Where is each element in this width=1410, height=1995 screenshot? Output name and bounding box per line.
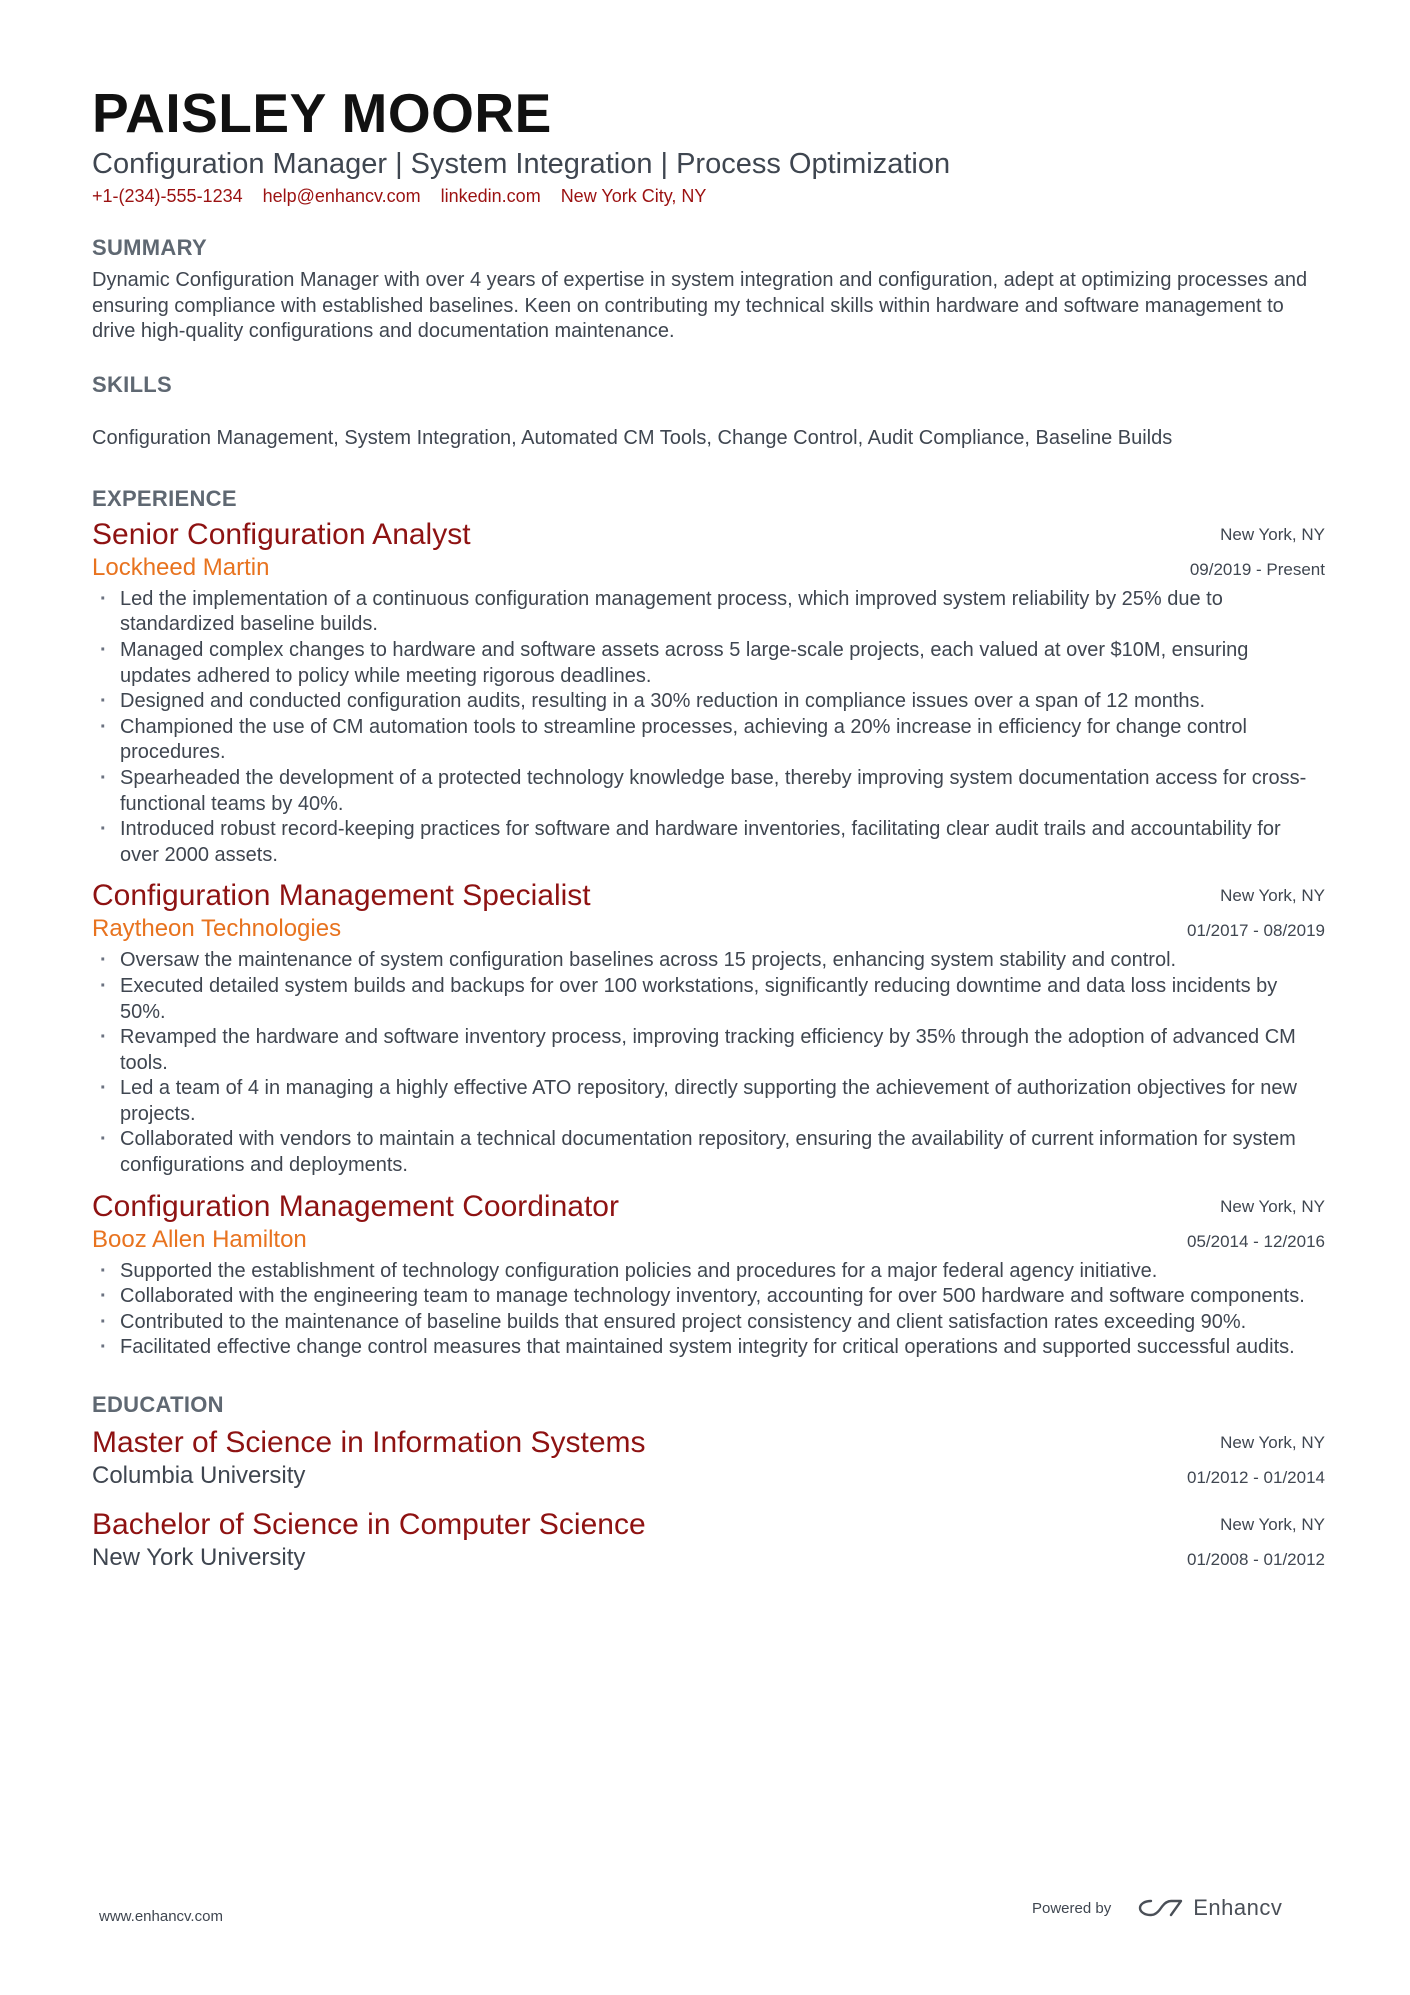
skills-heading: SKILLS <box>92 371 173 397</box>
achievement-item: · Contributed to the maintenance of baseline builds that ensured project consistency and client satisfaction rates exceeding 90%. <box>92 1310 1325 1336</box>
education-dates: 01/2008 - 01/2012 <box>1186 1550 1325 1570</box>
job-title: Senior Configuration Analyst <box>92 517 471 551</box>
degree-title: Bachelor of Science in Computer Science <box>92 1508 646 1542</box>
experience-entry <box>92 878 1325 1178</box>
education-meta <box>1187 1425 1325 1495</box>
summary-heading: SUMMARY <box>92 235 207 260</box>
achievement-item: · Led a team of 4 in managing a highly effective ATO repository, directly supporting the achievement of authorization objectives for new projects. <box>92 1076 1325 1127</box>
contact-row <box>92 184 1325 208</box>
job-location: New York, NY <box>1220 1196 1325 1216</box>
achievement-item: · Collaborated with vendors to maintain a technical documentation repository, ensuring the availability of current information for system configurations and deployments. <box>92 1127 1325 1178</box>
experience-entry <box>92 1189 1325 1361</box>
job-title: Configuration Management Specialist <box>92 879 591 913</box>
achievement-item: · Facilitated effective change control measures that maintained system integrity for critical operations and supported successful audits. <box>92 1335 1325 1361</box>
education-entry <box>92 1425 1325 1491</box>
education-section <box>92 1391 1325 1573</box>
job-title: Configuration Management Coordinator <box>92 1189 619 1223</box>
school-name: Columbia University <box>92 1462 306 1490</box>
experience-entry <box>92 517 1325 869</box>
contact-linkedin[interactable]: linkedin.com <box>440 186 541 206</box>
achievement-item: · Revamped the hardware and software inventory process, improving tracking efficiency by 35% through the adoption of advanced CM tools. <box>92 1025 1325 1076</box>
enhancv-logo-icon <box>1137 1896 1185 1920</box>
achievement-list <box>92 948 1325 1178</box>
achievement-item: · Oversaw the maintenance of system configuration baselines across 15 projects, enhancing system stability and control. <box>92 948 1325 974</box>
education-meta <box>1187 1507 1325 1577</box>
education-entry <box>92 1507 1325 1573</box>
degree-title: Master of Science in Information Systems <box>92 1426 646 1460</box>
education-location: New York, NY <box>1220 1515 1325 1535</box>
achievement-item: · Led the implementation of a continuous configuration management process, which improved system reliability by 25% due to standardized baseline builds. <box>92 587 1325 638</box>
achievement-item: · Spearheaded the development of a protected technology knowledge base, thereby improving system documentation access for cross-functional teams by 40%. <box>92 766 1325 817</box>
powered-by-label: Powered by <box>1032 1899 1112 1917</box>
achievement-list <box>92 1259 1325 1361</box>
experience-heading: EXPERIENCE <box>92 485 237 511</box>
summary-text: Dynamic Configuration Manager with over 4 years of expertise in system integration and configuration, adept at optimizing processes and ensuring compliance with established baselines. Keen on contributing my technical skills within hardware and software management to drive high-quality configurations and documentation maintenance. <box>92 269 1308 343</box>
contact-phone[interactable]: +1-(234)-555-1234 <box>92 186 243 206</box>
skills-text: Configuration Management, System Integration, Automated CM Tools, Change Control, Audit Compliance, Baseline Builds <box>92 426 1173 449</box>
company-name: Booz Allen Hamilton <box>92 1225 307 1253</box>
candidate-headline: Configuration Manager | System Integration | Process Optimization <box>92 148 951 180</box>
achievement-list <box>92 587 1325 869</box>
summary-section <box>92 234 1325 345</box>
education-heading: EDUCATION <box>92 1392 224 1418</box>
experience-section <box>92 485 1325 1361</box>
education-dates: 01/2012 - 01/2014 <box>1186 1468 1325 1488</box>
job-meta <box>1190 517 1325 587</box>
candidate-name: PAISLEY MOORE <box>92 82 552 144</box>
achievement-item: · Collaborated with the engineering team to manage technology inventory, accounting for over 500 hardware and software components. <box>92 1284 1325 1310</box>
achievement-item: · Championed the use of CM automation tools to streamline processes, achieving a 20% increase in efficiency for change control procedures. <box>92 715 1325 766</box>
contact-location: New York City, NY <box>560 186 707 206</box>
resume-page <box>92 82 1325 1573</box>
footer-website[interactable]: www.enhancv.com <box>99 1908 223 1925</box>
achievement-item: · Executed detailed system builds and backups for over 100 workstations, significantly reducing downtime and data loss incidents by 50%. <box>92 974 1325 1025</box>
company-name: Lockheed Martin <box>92 553 270 581</box>
job-meta <box>1187 1189 1325 1259</box>
school-name: New York University <box>92 1544 306 1572</box>
job-dates: 05/2014 - 12/2016 <box>1186 1231 1325 1251</box>
education-location: New York, NY <box>1220 1433 1325 1453</box>
footer-branding <box>1032 1895 1282 1921</box>
job-dates: 09/2019 - Present <box>1189 559 1325 579</box>
job-location: New York, NY <box>1220 524 1325 544</box>
company-name: Raytheon Technologies <box>92 915 342 943</box>
job-meta <box>1187 878 1325 948</box>
achievement-item: · Supported the establishment of technology configuration policies and procedures for a major federal agency initiative. <box>92 1259 1325 1285</box>
achievement-item: · Introduced robust record-keeping practices for software and hardware inventories, facilitating clear audit trails and accountability for over 2000 assets. <box>92 817 1325 868</box>
enhancv-wordmark: Enhancv <box>1193 1895 1283 1920</box>
skills-section <box>92 371 1325 451</box>
achievement-item: · Managed complex changes to hardware and software assets across 5 large-scale projects, each valued at over $10M, ensuring updates adhered to policy while meeting rigorous deadlines. <box>92 638 1325 689</box>
contact-email[interactable]: help@enhancv.com <box>262 186 421 206</box>
job-dates: 01/2017 - 08/2019 <box>1186 921 1325 941</box>
enhancv-logo[interactable] <box>1137 1895 1282 1921</box>
achievement-item: · Designed and conducted configuration audits, resulting in a 30% reduction in compliance issues over a span of 12 months. <box>92 689 1325 715</box>
resume-header <box>92 82 1325 208</box>
job-location: New York, NY <box>1220 886 1325 906</box>
